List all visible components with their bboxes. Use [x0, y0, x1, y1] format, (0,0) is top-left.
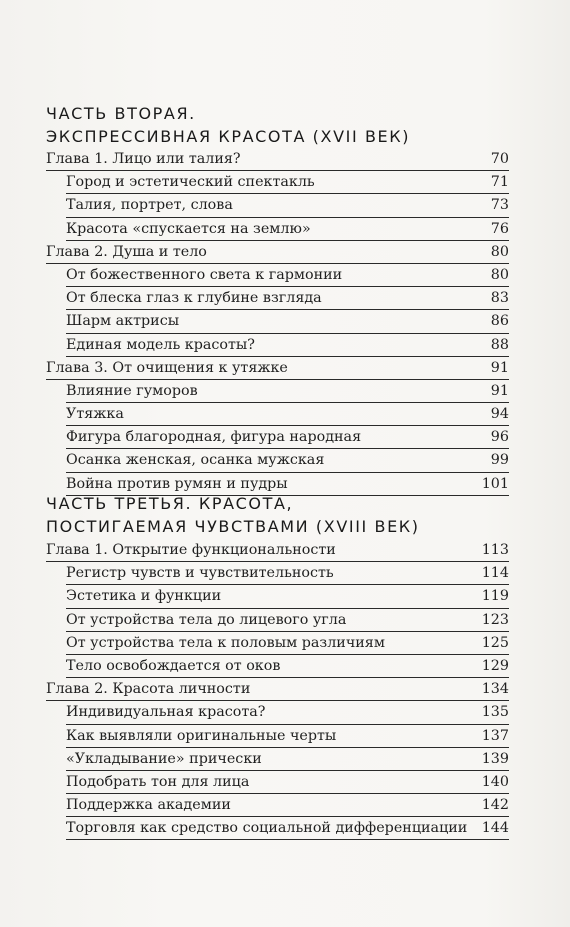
toc-section-entry [66, 562, 509, 585]
toc-section-entry [66, 380, 509, 403]
toc-page-number: 80 [490, 266, 509, 283]
toc-page-number: 91 [490, 382, 509, 399]
toc-entry-title: «Укладывание» прически [66, 750, 262, 767]
toc-page-number: 86 [490, 313, 509, 330]
toc-page-number: 73 [490, 197, 509, 214]
toc-section-entry [66, 218, 509, 241]
toc-page-number: 129 [481, 657, 509, 674]
toc-entry-title: Утяжка [66, 406, 124, 423]
toc-section-entry [66, 194, 509, 217]
toc-section-entry [66, 585, 509, 608]
toc-entry-title: Осанка женская, осанка мужская [66, 452, 325, 469]
toc-section-entry [66, 632, 509, 655]
part-two-title-line1: ЧАСТЬ ВТОРАЯ. [46, 104, 196, 123]
toc-entry-title: Поддержка академии [66, 797, 231, 814]
toc-page-number: 125 [481, 634, 509, 651]
toc-chapter-entry [46, 148, 509, 171]
toc-page-number: 134 [481, 681, 509, 698]
toc-section-entry [66, 655, 509, 678]
toc-page-number: 144 [481, 820, 509, 837]
part-three-title-line2: ПОСТИГАЕМАЯ ЧУВСТВАМИ (XVIII ВЕК) [46, 517, 420, 536]
toc-entry-title: От устройства тела до лицевого угла [66, 611, 347, 628]
toc-section-entry [66, 334, 509, 357]
toc-section-entry [66, 449, 509, 472]
toc-page-number: 94 [490, 406, 509, 423]
toc-entry-title: Единая модель красоты? [66, 336, 255, 353]
toc-entry-title: Регистр чувств и чувствительность [66, 565, 334, 582]
toc-section-entry [66, 287, 509, 310]
part-three-toc [46, 539, 509, 840]
toc-page-number: 83 [490, 290, 509, 307]
toc-page-number: 88 [490, 336, 509, 353]
toc-page-number: 70 [490, 151, 509, 167]
toc-page-number: 76 [490, 220, 509, 237]
toc-chapter-entry [46, 241, 509, 264]
toc-entry-title: Глава 1. Лицо или талия? [46, 151, 241, 167]
toc-entry-title: От божественного света к гармонии [66, 266, 343, 283]
toc-page-number: 113 [481, 542, 509, 558]
toc-chapter-entry [46, 678, 509, 701]
toc-entry-title: Глава 3. От очищения к утяжке [46, 359, 288, 376]
part-three-title-line1: ЧАСТЬ ТРЕТЬЯ. КРАСОТА, [46, 494, 294, 513]
toc-page-number: 114 [481, 565, 509, 582]
toc-page-number: 142 [481, 797, 509, 814]
toc-entry-title: Талия, портрет, слова [66, 197, 233, 214]
toc-section-entry [66, 771, 509, 794]
toc-section-entry [66, 748, 509, 771]
toc-entry-title: Глава 1. Открытие функциональности [46, 542, 336, 558]
toc-entry-title: Подобрать тон для лица [66, 773, 250, 790]
toc-section-entry [66, 426, 509, 449]
toc-section-entry [66, 609, 509, 632]
toc-entry-title: От устройства тела к половым различиям [66, 634, 385, 651]
toc-entry-title: Красота «спускается на землю» [66, 220, 311, 237]
toc-section-entry [66, 264, 509, 287]
toc-chapter-entry [46, 357, 509, 380]
part-two-toc [46, 148, 509, 496]
toc-entry-title: Фигура благородная, фигура народная [66, 429, 362, 446]
toc-page-number: 123 [481, 611, 509, 628]
toc-page-number: 71 [490, 174, 509, 191]
toc-page-number: 119 [481, 588, 509, 605]
toc-page-number: 101 [481, 475, 509, 492]
toc-section-entry [66, 794, 509, 817]
toc-chapter-entry [46, 539, 509, 562]
toc-page-number: 96 [490, 429, 509, 446]
part-three-heading [46, 492, 516, 538]
toc-page-number: 99 [490, 452, 509, 469]
part-two-heading [46, 102, 516, 148]
toc-section-entry [66, 310, 509, 333]
toc-entry-title: Война против румян и пудры [66, 475, 288, 492]
toc-page-number: 140 [481, 773, 509, 790]
toc-entry-title: Глава 2. Душа и тело [46, 243, 207, 260]
toc-page-number: 137 [481, 727, 509, 744]
toc-section-entry [66, 725, 509, 748]
toc-entry-title: Город и эстетический спектакль [66, 174, 315, 191]
toc-entry-title: Шарм актрисы [66, 313, 180, 330]
toc-section-entry [66, 403, 509, 426]
toc-page-number: 80 [490, 243, 509, 260]
toc-entry-title: Эстетика и функции [66, 588, 222, 605]
toc-section-entry [66, 817, 509, 840]
toc-section-entry [66, 171, 509, 194]
part-two-title-line2: ЭКСПРЕССИВНАЯ КРАСОТА (XVII ВЕК) [46, 127, 411, 146]
toc-entry-title: Тело освобождается от оков [66, 657, 281, 674]
toc-entry-title: Глава 2. Красота личности [46, 681, 251, 698]
toc-entry-title: Влияние гуморов [66, 382, 198, 399]
toc-page-number: 135 [481, 704, 509, 721]
toc-page-number: 91 [490, 359, 509, 376]
toc-entry-title: Как выявляли оригинальные черты [66, 727, 337, 744]
toc-entry-title: От блеска глаз к глубине взгляда [66, 290, 322, 307]
toc-section-entry [66, 701, 509, 724]
toc-entry-title: Индивидуальная красота? [66, 704, 266, 721]
toc-entry-title: Торговля как средство социальной дифференциации [66, 820, 468, 837]
toc-page-number: 139 [481, 750, 509, 767]
